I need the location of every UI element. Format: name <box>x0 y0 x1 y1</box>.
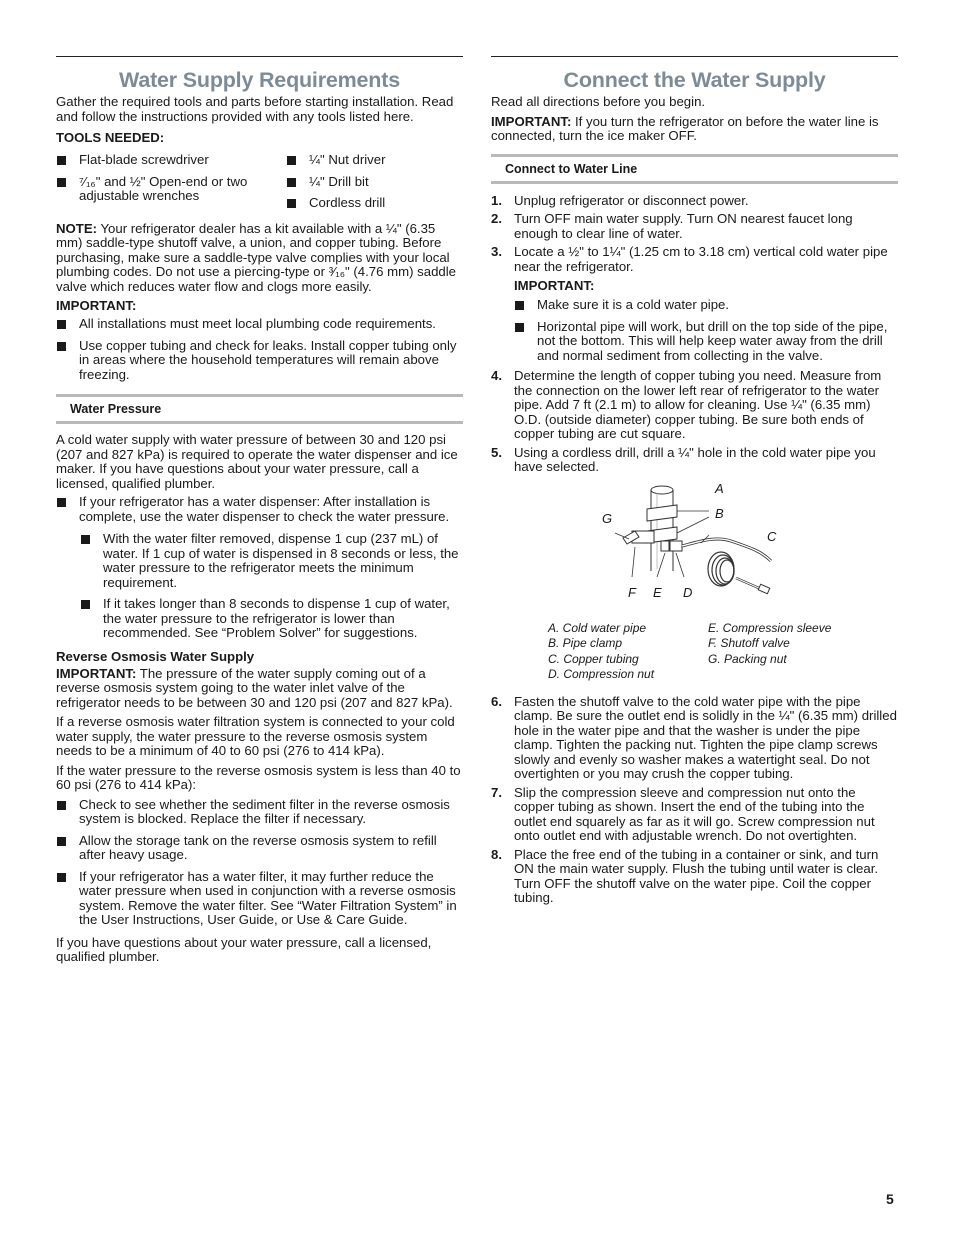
bullet-text: If your refrigerator has a water dispenser: After installation is complete, use the water dispenser to check the water pressure. <box>79 494 450 524</box>
reverse-osmosis-heading: Reverse Osmosis Water Supply <box>56 648 255 664</box>
step-number: 3. <box>491 244 502 259</box>
bullet-square-icon <box>57 801 66 810</box>
step-text: Determine the length of copper tubing you need. Measure from the connection on the lower left rear of refrigerator to the water pipe. Add 7 ft (2.1 m) to allow for cleaning. Use ¼" (6.35 mm) O.D. (outside diameter) copper tubing. Be sure both ends of copper tubing are cut square. <box>514 368 882 441</box>
steps-list-b <box>491 369 898 475</box>
diagram-label-f: F <box>628 584 636 600</box>
section-title-water-supply-requirements: Water Supply Requirements <box>119 68 400 92</box>
step-item <box>491 212 898 241</box>
ro-paragraph-1: If a reverse osmosis water filtration system is connected to your cold water supply, the water pressure to the reverse osmosis system needs to be a minimum of 40 to 60 psi (276 to 414 kPa). <box>56 714 455 758</box>
bullet-text: Flat-blade screwdriver <box>79 152 209 167</box>
top-rule <box>56 56 463 57</box>
bullet-text: Use copper tubing and check for leaks. Install copper tubing only in areas where the household temperatures will remain above freezing. <box>79 337 457 382</box>
legend-item: D. Compression nut <box>548 667 655 681</box>
tools-column-2 <box>286 153 463 218</box>
bullet-text: Allow the storage tank on the reverse osmosis system to refill after heavy usage. <box>79 832 437 862</box>
ro-important-label: IMPORTANT: <box>56 665 137 681</box>
step-number: 4. <box>491 368 502 383</box>
list-item <box>80 597 463 641</box>
step-number: 2. <box>491 211 502 226</box>
step3-list <box>514 298 898 363</box>
water-pressure-paragraph: A cold water supply with water pressure of between 30 and 120 psi (207 and 827 kPa) is required to operate the water dispenser and ice maker. If you have questions about your water pressure, call a licensed, qualified plumber. <box>56 432 458 491</box>
list-item <box>286 153 463 168</box>
diagram-label-b: B <box>715 505 724 521</box>
ro-important-text: The pressure of the water supply coming out of a reverse osmosis system going to the water inlet valve of the refrigerator needs to be between 30 and 120 psi (207 and 827 kPa). <box>56 665 453 710</box>
diagram-label-d: D <box>683 584 693 600</box>
step-item <box>491 446 898 475</box>
steps-list-a <box>491 194 898 275</box>
bullet-square-icon <box>57 342 66 351</box>
step-item <box>491 194 898 209</box>
water-pressure-sub-list <box>56 532 463 641</box>
bullet-text: Check to see whether the sediment filter in the reverse osmosis system is blocked. Replace the filter if necessary. <box>79 796 450 826</box>
step-text: Place the free end of the tubing in a container or sink, and turn ON the main water supply. Flush the tubing until water is clear. Turn OFF the shutoff valve on the water pipe. Coil the copper tubing. <box>514 846 879 905</box>
list-item <box>286 175 463 190</box>
right-column <box>491 56 898 906</box>
section-title-connect-water-supply: Connect the Water Supply <box>563 68 826 92</box>
bullet-square-icon <box>287 156 296 165</box>
bullet-square-icon <box>57 320 66 329</box>
list-item <box>56 798 463 827</box>
legend-item: G. Packing nut <box>708 651 787 666</box>
legend-item: F. Shutoff valve <box>708 636 790 650</box>
bullet-text: ¼" Drill bit <box>309 173 369 189</box>
bullet-square-icon <box>57 156 66 165</box>
bullet-text: Make sure it is a cold water pipe. <box>537 297 730 312</box>
ro-closing: If you have questions about your water pressure, call a licensed, qualified plumber. <box>56 934 432 964</box>
bullet-text: Horizontal pipe will work, but drill on the top side of the pipe, not the bottom. This will help keep water away from the drill and normal sediment from collecting in the valve. <box>537 318 888 363</box>
right-important-text: If you turn the refrigerator on before the water line is connected, turn the ice maker OFF. <box>491 113 879 143</box>
note-paragraph <box>56 222 463 295</box>
ro-important-paragraph <box>56 667 463 711</box>
list-item <box>56 175 286 204</box>
bullet-square-icon <box>287 199 296 208</box>
diagram-label-c: C <box>767 528 777 544</box>
page-number: 5 <box>886 1191 894 1207</box>
bullet-square-icon <box>515 301 524 310</box>
important-heading: IMPORTANT: <box>56 298 137 313</box>
legend-item: E. Compression sleeve <box>708 620 832 635</box>
ro-list <box>56 798 463 928</box>
step-item <box>491 848 898 906</box>
legend-item: A. Cold water pipe <box>548 620 647 635</box>
step-text: Using a cordless drill, drill a ¼" hole in the cold water pipe you have selected. <box>514 444 876 474</box>
list-item <box>56 153 286 168</box>
list-item <box>56 870 463 928</box>
important-list <box>56 317 463 382</box>
step-item <box>491 369 898 442</box>
bullet-square-icon <box>81 535 90 544</box>
list-item <box>56 317 463 332</box>
step-number: 7. <box>491 784 502 800</box>
bullet-text: Cordless drill <box>309 195 386 210</box>
step-text: Slip the compression sleeve and compression nut onto the copper tubing as shown. Insert the end of the tubing into the outlet end squarely as far as it will go. Screw compression nut onto outlet end with adjustable wrench. Do not overtighten. <box>514 784 875 843</box>
step-text: Fasten the shutoff valve to the cold water pipe with the pipe clamp. Be sure the outlet end is solidly in the ¼" (6.35 mm) drilled hole in the water pipe and that the washer is under the pipe clamp. Tighten the packing nut. Tighten the pipe clamp screws slowly and evenly so washer makes a watertight seal. Do not overtighten or you may crush the copper tubing. <box>514 693 897 781</box>
tools-heading: TOOLS NEEDED: <box>56 130 165 145</box>
left-column <box>56 56 463 965</box>
bullet-text: ¼" Nut driver <box>309 152 386 167</box>
bullet-square-icon <box>57 837 66 846</box>
bullet-text: If it takes longer than 8 seconds to dispense 1 cup of water, the water pressure to the refrigerator is lower than recommended. See “Problem Solver” for suggestions. <box>103 596 450 640</box>
right-important-label: IMPORTANT: <box>491 113 572 129</box>
step3-important-heading: IMPORTANT: <box>514 278 595 293</box>
step-item <box>491 695 898 782</box>
note-text: Your refrigerator dealer has a kit available with a ¼" (6.35 mm) saddle-type shutoff valve, a union, and copper tubing. Before purchasing, make sure a saddle-type valve complies with your local plumbing codes. Do not use a piercing-type or ³⁄₁₆" (4.76 mm) saddle valve which reduces water flow and clogs more easily. <box>56 220 457 294</box>
steps-list-c <box>491 695 898 906</box>
bullet-square-icon <box>57 498 66 507</box>
step-number: 1. <box>491 192 502 208</box>
intro-text: Gather the required tools and parts before starting installation. Read and follow the instructions provided with any tools listed here. <box>56 94 454 124</box>
ro-paragraph-2: If the water pressure to the reverse osmosis system is less than 40 to 60 psi (276 to 414 kPa): <box>56 762 461 792</box>
shutoff-valve-illustration <box>491 481 898 613</box>
bullet-square-icon <box>57 178 66 187</box>
water-line-diagram <box>491 481 898 613</box>
bullet-square-icon <box>515 323 524 332</box>
legend-item <box>708 667 868 683</box>
step-item <box>491 786 898 844</box>
bullet-text: All installations must meet local plumbing code requirements. <box>79 316 436 331</box>
section-bar-water-pressure: Water Pressure <box>56 394 463 424</box>
right-important-paragraph <box>491 115 898 144</box>
list-item <box>56 339 463 383</box>
step-number: 5. <box>491 444 502 460</box>
step-text: Unplug refrigerator or disconnect power. <box>514 192 749 208</box>
bullet-text: ⁷⁄₁₆" and ½" Open-end or two adjustable wrenches <box>79 173 248 203</box>
list-item <box>286 196 463 211</box>
bullet-text: With the water filter removed, dispense 1 cup (237 mL) of water. If 1 cup of water is dispensed in 8 seconds or less, the water pressure to the refrigerator meets the minimum requirement. <box>103 531 459 590</box>
list-item <box>514 298 898 313</box>
diagram-label-e: E <box>653 584 662 600</box>
section-bar-connect-to-water-line: Connect to Water Line <box>491 154 898 184</box>
bullet-text: If your refrigerator has a water filter, it may further reduce the water pressure when used in conjunction with a reverse osmosis system. Remove the water filter. See “Water Filtration System” in the User Instructions, User Guide, or Use & Care Guide. <box>79 868 457 927</box>
list-item <box>56 495 463 524</box>
step-text: Turn OFF main water supply. Turn ON nearest faucet long enough to clear line of water. <box>514 211 853 241</box>
list-item <box>514 320 898 364</box>
diagram-label-a: A <box>715 480 724 496</box>
bullet-square-icon <box>287 178 296 187</box>
step-text: Locate a ½" to 1¼" (1.25 cm to 3.18 cm) vertical cold water pipe near the refrigerator. <box>514 244 888 274</box>
step-number: 6. <box>491 693 502 709</box>
right-intro: Read all directions before you begin. <box>491 94 706 109</box>
list-item <box>56 834 463 863</box>
legend-item: C. Copper tubing <box>548 651 639 666</box>
diagram-label-g: G <box>602 510 613 526</box>
legend-item: B. Pipe clamp <box>548 636 623 650</box>
tools-column-1 <box>56 153 286 218</box>
step-item <box>491 245 898 274</box>
tools-list <box>56 153 463 218</box>
top-rule <box>491 56 898 57</box>
bullet-square-icon <box>57 873 66 882</box>
step-number: 8. <box>491 846 502 862</box>
bullet-square-icon <box>81 600 90 609</box>
list-item <box>80 532 463 590</box>
note-label: NOTE: <box>56 220 98 236</box>
diagram-legend <box>548 621 898 683</box>
